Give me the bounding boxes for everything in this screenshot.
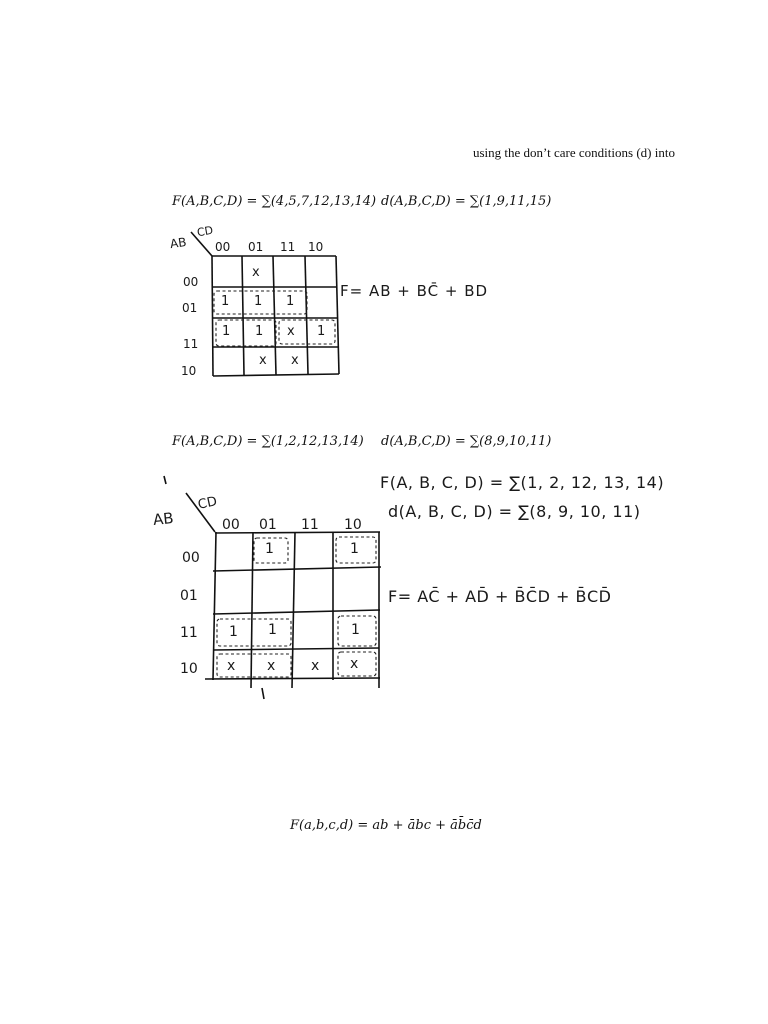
kmap2-cell: 1 <box>351 622 360 638</box>
kmap1-row-label: 01 <box>182 301 198 315</box>
kmap1-row-label: 11 <box>183 337 199 351</box>
kmap1-cell: 1 <box>255 324 264 339</box>
kmap2-col-label: 10 <box>344 517 362 533</box>
kmap2-cell: 1 <box>268 622 277 638</box>
kmap2-cell: x <box>350 656 359 672</box>
kmap2-cell: 1 <box>265 541 274 557</box>
kmap1-cell: x <box>287 324 295 339</box>
kmap1-cell: 1 <box>222 324 231 339</box>
kmap2-col-label: 01 <box>259 517 277 533</box>
kmap1-col-label: 01 <box>248 240 264 254</box>
kmap1-row-label: 00 <box>183 275 199 289</box>
kmap2-row-label: 01 <box>180 588 198 604</box>
kmap1-cell: x <box>259 353 267 368</box>
kmap2-cell: x <box>267 658 276 674</box>
kmap1-cell: 1 <box>286 294 295 309</box>
kmap2-row-label: 00 <box>182 550 200 566</box>
kmap2-cell: x <box>227 658 236 674</box>
kmap1-row-var: AB <box>169 234 188 252</box>
kmap2-row-label: 11 <box>180 625 198 641</box>
final-equation: F(a,b,c,d) = ab + ābc + āb̄c̄d <box>290 818 482 833</box>
kmap2-row-label: 10 <box>180 661 198 677</box>
kmap1-cell: x <box>252 265 260 280</box>
problem2-dontcare: d(A,B,C,D) = ∑(8,9,10,11) <box>381 434 552 449</box>
kmap1-row-label: 10 <box>181 364 197 378</box>
kmap1-col-label: 00 <box>215 240 231 254</box>
kmap2-col-label: 11 <box>301 517 319 533</box>
problem1-function: F(A,B,C,D) = ∑(4,5,7,12,13,14) <box>172 194 377 209</box>
problem2-handwritten-function: F(A, B, C, D) = ∑(1, 2, 12, 13, 14) <box>380 473 665 492</box>
header-text: using the don’t care conditions (d) into <box>473 145 675 160</box>
kmap2-row-var: AB <box>152 508 175 530</box>
kmap1-col-label: 11 <box>280 240 296 254</box>
kmap2-stray-mark <box>164 476 166 484</box>
kmap2-cell: x <box>311 658 320 674</box>
kmap1-cell: 1 <box>317 324 326 339</box>
kmap1-col-var: CD <box>195 223 215 240</box>
kmap1-cell: 1 <box>221 294 230 309</box>
kmap2-cell: 1 <box>350 541 359 557</box>
kmap2-col-label: 00 <box>222 517 240 533</box>
problem2-handwritten-dontcare: d(A, B, C, D) = ∑(8, 9, 10, 11) <box>388 502 641 521</box>
problem2-answer: F= AC̄ + AD̄ + B̄C̄D + B̄CD̄ <box>388 587 612 606</box>
kmap1-cell: x <box>291 353 299 368</box>
kmap1-cell: 1 <box>254 294 263 309</box>
kmap2-col-var: CD <box>196 494 219 513</box>
problem2-function: F(A,B,C,D) = ∑(1,2,12,13,14) <box>172 434 364 449</box>
kmap2-cell: 1 <box>229 624 238 640</box>
problem1-answer: F= AB + BC̄ + BD <box>340 282 489 300</box>
kmap1-col-label: 10 <box>308 240 324 254</box>
problem1-dontcare: d(A,B,C,D) = ∑(1,9,11,15) <box>381 194 552 209</box>
